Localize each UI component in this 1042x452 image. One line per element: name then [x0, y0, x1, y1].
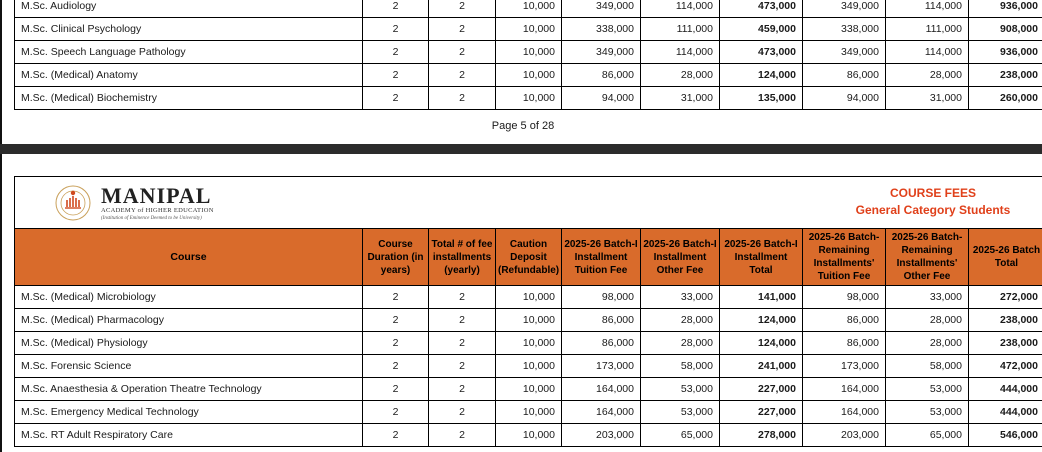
header-batch1-other: 2025-26 Batch-I Installment Other Fee [641, 229, 720, 286]
logo-subtitle: ACADEMY of HIGHER EDUCATION [101, 207, 214, 214]
course-name-cell: M.Sc. Speech Language Pathology [15, 41, 363, 64]
remaining-tuition-cell: 338,000 [803, 18, 886, 41]
university-seal-icon [51, 183, 95, 223]
batch1-other-cell: 114,000 [641, 0, 720, 18]
table-row [15, 286, 1042, 309]
duration-cell: 2 [363, 0, 429, 18]
duration-cell: 2 [363, 424, 429, 447]
remaining-tuition-cell: 86,000 [803, 332, 886, 355]
remaining-tuition-cell: 349,000 [803, 41, 886, 64]
installments-cell: 2 [429, 355, 496, 378]
installments-cell: 2 [429, 309, 496, 332]
course-name-cell: M.Sc. Anaesthesia & Operation Theatre Technology [15, 378, 363, 401]
batch1-tuition-cell: 349,000 [562, 0, 641, 18]
batch1-tuition-cell: 164,000 [562, 378, 641, 401]
header-installments: Total # of fee installments (yearly) [429, 229, 496, 286]
page-header [14, 176, 1042, 228]
course-name-cell: M.Sc. (Medical) Microbiology [15, 286, 363, 309]
batch-total-cell: 272,000 [969, 286, 1042, 309]
batch1-other-cell: 53,000 [641, 401, 720, 424]
remaining-tuition-cell: 86,000 [803, 64, 886, 87]
batch1-other-cell: 28,000 [641, 64, 720, 87]
remaining-tuition-cell: 94,000 [803, 87, 886, 110]
installments-cell: 2 [429, 18, 496, 41]
caution-deposit-cell: 10,000 [496, 0, 562, 18]
batch1-total-cell: 459,000 [720, 18, 803, 41]
duration-cell: 2 [363, 401, 429, 424]
batch1-total-cell: 473,000 [720, 41, 803, 64]
caution-deposit-cell: 10,000 [496, 87, 562, 110]
course-name-cell: M.Sc. (Medical) Physiology [15, 332, 363, 355]
batch1-other-cell: 33,000 [641, 286, 720, 309]
batch1-other-cell: 28,000 [641, 309, 720, 332]
fee-table-bottom [14, 228, 1042, 447]
caution-deposit-cell: 10,000 [496, 424, 562, 447]
remaining-other-cell: 31,000 [886, 87, 969, 110]
installments-cell: 2 [429, 64, 496, 87]
installments-cell: 2 [429, 332, 496, 355]
batch1-total-cell: 124,000 [720, 332, 803, 355]
batch1-other-cell: 111,000 [641, 18, 720, 41]
duration-cell: 2 [363, 309, 429, 332]
batch-total-cell: 936,000 [969, 41, 1042, 64]
course-name-cell: M.Sc. Audiology [15, 0, 363, 18]
remaining-other-cell: 28,000 [886, 64, 969, 87]
remaining-tuition-cell: 203,000 [803, 424, 886, 447]
header-batch1-tuition: 2025-26 Batch-I Installment Tuition Fee [562, 229, 641, 286]
remaining-tuition-cell: 98,000 [803, 286, 886, 309]
duration-cell: 2 [363, 286, 429, 309]
batch1-tuition-cell: 86,000 [562, 332, 641, 355]
batch-total-cell: 444,000 [969, 401, 1042, 424]
batch1-tuition-cell: 164,000 [562, 401, 641, 424]
batch1-other-cell: 65,000 [641, 424, 720, 447]
batch1-total-cell: 241,000 [720, 355, 803, 378]
caution-deposit-cell: 10,000 [496, 332, 562, 355]
batch1-total-cell: 135,000 [720, 87, 803, 110]
batch-total-cell: 444,000 [969, 378, 1042, 401]
caution-deposit-cell: 10,000 [496, 286, 562, 309]
caution-deposit-cell: 10,000 [496, 64, 562, 87]
caution-deposit-cell: 10,000 [496, 355, 562, 378]
batch1-total-cell: 278,000 [720, 424, 803, 447]
header-caution-deposit: Caution Deposit (Refundable) [496, 229, 562, 286]
batch-total-cell: 238,000 [969, 64, 1042, 87]
caution-deposit-cell: 10,000 [496, 378, 562, 401]
course-fees-heading [823, 185, 1042, 219]
batch1-tuition-cell: 86,000 [562, 64, 641, 87]
table-row [15, 332, 1042, 355]
batch1-other-cell: 31,000 [641, 87, 720, 110]
course-name-cell: M.Sc. (Medical) Biochemistry [15, 87, 363, 110]
header-batch1-total: 2025-26 Batch-I Installment Total [720, 229, 803, 286]
fee-table-top [14, 0, 1042, 110]
table-row [15, 401, 1042, 424]
batch1-total-cell: 227,000 [720, 401, 803, 424]
remaining-other-cell: 111,000 [886, 18, 969, 41]
header-remaining-tuition: 2025-26 Batch-Remaining Installments' Tuition Fee [803, 229, 886, 286]
duration-cell: 2 [363, 355, 429, 378]
batch-total-cell: 936,000 [969, 0, 1042, 18]
batch1-other-cell: 58,000 [641, 355, 720, 378]
duration-cell: 2 [363, 378, 429, 401]
pdf-page-current [0, 154, 1042, 452]
batch1-tuition-cell: 203,000 [562, 424, 641, 447]
batch1-total-cell: 227,000 [720, 378, 803, 401]
remaining-other-cell: 53,000 [886, 378, 969, 401]
logo-wordmark: MANIPAL [101, 183, 212, 208]
table-row [15, 0, 1042, 18]
course-name-cell: M.Sc. RT Adult Respiratory Care [15, 424, 363, 447]
batch1-tuition-cell: 86,000 [562, 309, 641, 332]
logo-tagline: (Institution of Eminence Deemed to be University) [101, 216, 202, 221]
heading-line-1: COURSE FEES [889, 186, 976, 200]
remaining-other-cell: 33,000 [886, 286, 969, 309]
batch1-tuition-cell: 98,000 [562, 286, 641, 309]
installments-cell: 2 [429, 286, 496, 309]
installments-cell: 2 [429, 401, 496, 424]
installments-cell: 2 [429, 378, 496, 401]
caution-deposit-cell: 10,000 [496, 41, 562, 64]
batch1-other-cell: 53,000 [641, 378, 720, 401]
batch-total-cell: 238,000 [969, 332, 1042, 355]
batch1-tuition-cell: 94,000 [562, 87, 641, 110]
installments-cell: 2 [429, 41, 496, 64]
course-name-cell: M.Sc. Emergency Medical Technology [15, 401, 363, 424]
header-course: Course [15, 229, 363, 286]
page-number: Page 5 of 28 [491, 120, 555, 132]
duration-cell: 2 [363, 332, 429, 355]
page-separator [0, 144, 1042, 154]
course-name-cell: M.Sc. Forensic Science [15, 355, 363, 378]
batch1-tuition-cell: 173,000 [562, 355, 641, 378]
batch1-total-cell: 473,000 [720, 0, 803, 18]
batch1-other-cell: 114,000 [641, 41, 720, 64]
batch1-total-cell: 141,000 [720, 286, 803, 309]
table-row [15, 87, 1042, 110]
installments-cell: 2 [429, 424, 496, 447]
installments-cell: 2 [429, 0, 496, 18]
caution-deposit-cell: 10,000 [496, 309, 562, 332]
header-remaining-other: 2025-26 Batch-Remaining Installments' Other Fee [886, 229, 969, 286]
batch-total-cell: 908,000 [969, 18, 1042, 41]
remaining-other-cell: 114,000 [886, 0, 969, 18]
batch1-total-cell: 124,000 [720, 309, 803, 332]
batch-total-cell: 546,000 [969, 424, 1042, 447]
remaining-tuition-cell: 86,000 [803, 309, 886, 332]
batch-total-cell: 238,000 [969, 309, 1042, 332]
table-row [15, 378, 1042, 401]
pdf-page-previous [0, 0, 1042, 144]
table-row [15, 64, 1042, 87]
course-name-cell: M.Sc. (Medical) Anatomy [15, 64, 363, 87]
caution-deposit-cell: 10,000 [496, 18, 562, 41]
remaining-other-cell: 114,000 [886, 41, 969, 64]
table-row [15, 309, 1042, 332]
remaining-tuition-cell: 349,000 [803, 0, 886, 18]
table-row [15, 41, 1042, 64]
batch1-other-cell: 28,000 [641, 332, 720, 355]
table-row [15, 424, 1042, 447]
remaining-other-cell: 65,000 [886, 424, 969, 447]
batch-total-cell: 472,000 [969, 355, 1042, 378]
duration-cell: 2 [363, 18, 429, 41]
table-row [15, 355, 1042, 378]
course-name-cell: M.Sc. (Medical) Pharmacology [15, 309, 363, 332]
installments-cell: 2 [429, 87, 496, 110]
remaining-tuition-cell: 164,000 [803, 378, 886, 401]
batch1-tuition-cell: 338,000 [562, 18, 641, 41]
duration-cell: 2 [363, 64, 429, 87]
remaining-other-cell: 28,000 [886, 332, 969, 355]
batch-total-cell: 260,000 [969, 87, 1042, 110]
duration-cell: 2 [363, 87, 429, 110]
remaining-other-cell: 58,000 [886, 355, 969, 378]
table-header-row [15, 229, 1042, 286]
header-duration: Course Duration (in years) [363, 229, 429, 286]
caution-deposit-cell: 10,000 [496, 401, 562, 424]
header-batch-total: 2025-26 Batch Total [969, 229, 1042, 286]
remaining-other-cell: 53,000 [886, 401, 969, 424]
remaining-other-cell: 28,000 [886, 309, 969, 332]
batch1-total-cell: 124,000 [720, 64, 803, 87]
duration-cell: 2 [363, 41, 429, 64]
remaining-tuition-cell: 164,000 [803, 401, 886, 424]
heading-line-2: General Category Students [855, 203, 1011, 217]
table-row [15, 18, 1042, 41]
remaining-tuition-cell: 173,000 [803, 355, 886, 378]
course-name-cell: M.Sc. Clinical Psychology [15, 18, 363, 41]
batch1-tuition-cell: 349,000 [562, 41, 641, 64]
